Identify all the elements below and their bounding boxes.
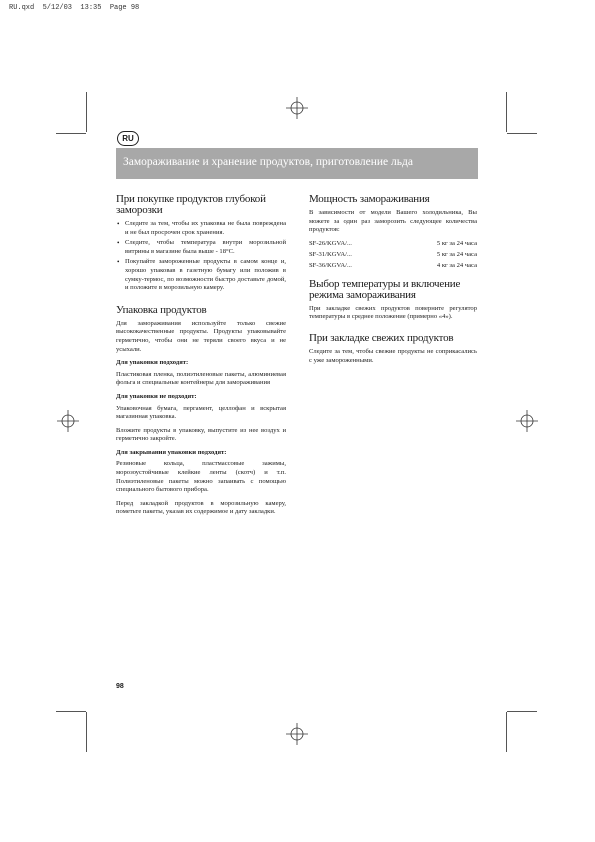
heading-fresh-products: При закладке свежих продуктов	[309, 331, 454, 344]
heading-temperature-selection: Выбор температуры и включение режима замораживания	[309, 277, 461, 301]
label-text: Перед закладкой продуктов в морозильную камеру, пометьте пакеты, указав их содержимое и дату закладки.	[116, 499, 286, 516]
crop-mark	[506, 712, 507, 752]
heading-buying-frozen: При покупке продуктов глубокой заморозки	[116, 193, 266, 216]
capacity-cell: 4 кг за 24 часа	[436, 261, 477, 269]
air-text: Вложите продукты в упаковку, выпустите из нее воздух и герметично закройте.	[116, 426, 286, 443]
print-slug: RU.qxd 5/12/03 13:35 Page 98	[9, 4, 140, 12]
left-column	[116, 194, 286, 522]
model-cell: SF-26/KGVA/...	[309, 239, 352, 247]
unsuitable-title: Для упаковки не подходят:	[116, 392, 197, 400]
heading-packaging: Упаковка продуктов	[116, 303, 207, 316]
crop-mark	[56, 711, 86, 712]
table-row	[309, 240, 477, 251]
closing-text: Резиновые кольца, пластмассовые зажимы, морозоустойчивые клейкие ленты (скотч) и т.п. Полиэтиленовые пакеты можно запаивать с помощью специального бытового прибора.	[116, 460, 286, 494]
model-cell: SF-31/KGVA/...	[309, 250, 352, 258]
crop-mark	[507, 711, 537, 712]
suitable-text: Пластиковая пленка, полиэтиленовые пакеты, алюминиевая фольга и специальные контейнеры для замораживания	[116, 370, 286, 387]
language-badge: RU	[117, 131, 139, 146]
capacity-cell: 5 кг за 24 часа	[436, 250, 477, 258]
packaging-intro: Для замораживания используйте только свежие высококачественные продукты. Продукты упаковывайте герметично, чтобы они не теряли своего вкуса и не усыхали.	[116, 319, 286, 353]
crop-mark	[86, 92, 87, 132]
crop-mark	[506, 92, 507, 132]
registration-mark-icon	[57, 410, 79, 432]
crop-mark	[86, 712, 87, 752]
right-column	[309, 194, 477, 370]
list-item: • Следите, чтобы температура внутри морозильной витрины в магазине была выше - 18°С.	[116, 239, 286, 256]
temperature-text: При закладке свежих продуктов поверните регулятор температуры в среднее положение (примерно «4»).	[309, 304, 477, 321]
table-row	[309, 251, 477, 262]
unsuitable-text: Упаковочная бумага, пергамент, целлофан и вскрытая магазинная упаковка.	[116, 404, 286, 421]
section-header-bar	[116, 148, 478, 179]
fresh-products-text: Следите за тем, чтобы свежие продукты не соприкасались с уже замороженными.	[309, 347, 477, 364]
list-item: • Следите за тем, чтобы их упаковка не была повреждена и не был просрочен срок хранения.	[116, 220, 286, 237]
capacity-intro: В зависимости от модели Вашего холодильника, Вы можете за один раз заморозить следующее количества продуктов:	[309, 209, 477, 234]
crop-mark	[507, 133, 537, 134]
list-item: • Покупайте замороженные продукты в самом конце и, хорошо упаковав в газетную бумагу или положив в сумку-термос, по возможности быстро доставьте домой, и положите в морозильную камеру.	[116, 258, 286, 292]
suitable-title: Для упаковки подходят:	[116, 359, 189, 367]
registration-mark-icon	[286, 723, 308, 745]
crop-mark	[56, 133, 86, 134]
page-number: 98	[116, 683, 124, 690]
section-title: Замораживание и хранение продуктов, приготовление льда	[123, 156, 413, 168]
closing-title: Для закрывания упаковки подходят:	[116, 448, 227, 456]
capacity-cell: 5 кг за 24 часа	[436, 239, 477, 247]
model-cell: SF-36/KGVA/...	[309, 261, 352, 269]
table-row	[309, 262, 477, 273]
registration-mark-icon	[516, 410, 538, 432]
capacity-table	[309, 240, 477, 273]
heading-freezing-capacity: Мощность замораживания	[309, 193, 430, 205]
registration-mark-icon	[286, 97, 308, 119]
buying-tips-list	[116, 220, 286, 293]
